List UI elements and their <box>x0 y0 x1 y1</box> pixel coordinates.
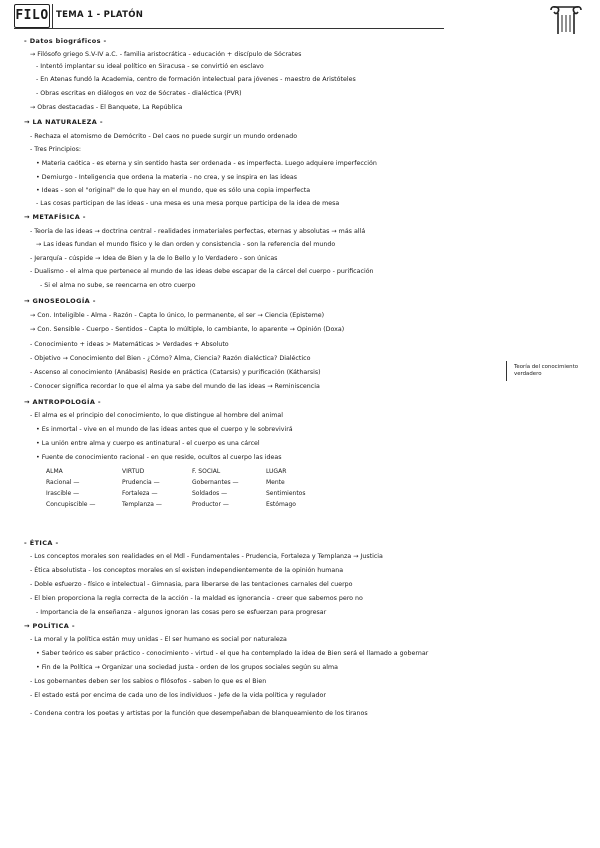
note-line: - Condena contra los poetas y artistas por la función que desempeñaban de blanqueamiento de los tiranos <box>30 710 368 717</box>
table-cell: Sentimientos <box>266 490 306 497</box>
note-line: - Importancia de la enseñanza - algunos ignoran las cosas pero se esfuerzan para progresar <box>36 609 327 616</box>
note-line: - Conocimiento + ideas > Matemáticas > Verdades + Absoluto <box>30 341 229 348</box>
header-divider <box>52 4 53 28</box>
table-cell: Prudencia — <box>122 479 160 486</box>
table-column-lugar <box>266 466 305 510</box>
section-heading: → ANTROPOLOGÍA - <box>24 398 102 406</box>
table-cell: Gobernantes — <box>192 479 239 486</box>
note-line: - Dualismo - el alma que pertenece al mundo de las ideas debe escapar de la cárcel del cuerpo - purificación <box>30 268 374 275</box>
subject-label: FILO <box>14 4 50 28</box>
note-line: - Teoría de las ideas → doctrina central - realidades inmateriales perfectas, eternas y absolutas → más allá <box>30 228 366 235</box>
page-title: TEMA 1 - PLATÓN <box>56 10 144 20</box>
table-header: LUGAR <box>266 468 287 475</box>
note-line: - Conocer significa recordar lo que el alma ya sabe del mundo de las ideas → Reminiscencia <box>30 383 320 390</box>
section-heading: → LA NATURALEZA - <box>24 118 103 126</box>
section-heading: - ÉTICA - <box>24 539 59 547</box>
note-line: → Con. Inteligible - Alma - Razón - Capta lo único, lo permanente, el ser → Ciencia (Episteme) <box>30 312 325 319</box>
table-column-alma <box>46 466 95 510</box>
note-line: - El bien proporciona la regla correcta de la acción - la maldad es ignorancia - creer que sabemos pero no <box>30 595 363 602</box>
table-column-funcion-social <box>192 466 239 510</box>
note-line: • Fin de la Política → Organizar una sociedad justa - orden de los grupos sociales según su alma <box>36 664 338 671</box>
table-cell: Fortaleza — <box>122 490 158 497</box>
table-cell: Productor — <box>192 501 229 508</box>
table-header: F. SOCIAL <box>192 468 221 475</box>
note-line: - En Atenas fundó la Academia, centro de formación intelectual para jóvenes - maestro de Aristóteles <box>36 76 356 83</box>
table-column-virtud <box>122 466 162 510</box>
header-rule <box>14 28 444 29</box>
note-line: → Obras destacadas - El Banquete, La República <box>30 104 183 111</box>
side-note: Teoría del conocimiento verdadero <box>514 364 579 377</box>
column-capital-icon <box>548 4 584 36</box>
bracket-mark <box>506 361 512 381</box>
table-header: ALMA <box>46 468 63 475</box>
note-line: • Ideas - son el "original" de lo que hay en el mundo, que es sólo una copia imperfecta <box>36 187 311 194</box>
note-line: - Tres Principios: <box>30 146 82 153</box>
table-header: VIRTUD <box>122 468 145 475</box>
note-line: • Materia caótica - es eterna y sin sentido hasta ser ordenada - es imperfecta. Luego adquiere imperfección <box>36 160 377 167</box>
note-line: • Fuente de conocimiento racional - en que reside, ocultos al cuerpo las ideas <box>36 454 282 461</box>
note-line: - Rechaza el atomismo de Demócrito - Del caos no puede surgir un mundo ordenado <box>30 133 298 140</box>
section-heading: → POLÍTICA - <box>24 622 75 630</box>
table-cell: Racional — <box>46 479 80 486</box>
note-line: - Ascenso al conocimiento (Anábasis) Reside en práctica (Catarsis) y purificación (Kátharsis) <box>30 369 321 376</box>
note-line: • Saber teórico es saber práctico - conocimiento - virtud - el que ha contemplado la idea de Bien será el llamado a gobernar <box>36 650 429 657</box>
note-line: • Es inmortal - vive en el mundo de las ideas antes que el cuerpo y le sobrevivirá <box>36 426 293 433</box>
note-line: - Obras escritas en diálogos en voz de Sócrates - dialéctica (PVR) <box>36 90 242 97</box>
table-cell: Templanza — <box>122 501 162 508</box>
section-heading: - Datos biográficos - <box>24 37 107 45</box>
note-line: - Doble esfuerzo - físico e intelectual - Gimnasia, para liberarse de las tentaciones carnales del cuerpo <box>30 581 353 588</box>
section-heading: → METAFÍSICA - <box>24 213 86 221</box>
note-line: - Jerarquía - cúspide → Idea de Bien y la de lo Bello y lo Verdadero - son únicas <box>30 255 278 262</box>
note-line: - El estado está por encima de cada uno de los individuos - Jefe de la vida política y regulador <box>30 692 326 699</box>
note-line: • La unión entre alma y cuerpo es antinatural - el cuerpo es una cárcel <box>36 440 260 447</box>
note-line: - La moral y la política están muy unidas - El ser humano es social por naturaleza <box>30 636 287 643</box>
note-line: • Demiurgo - Inteligencia que ordena la materia - no crea, y se inspira en las ideas <box>36 174 297 181</box>
note-line: → Filósofo griego S.V-IV a.C. - familia aristocrática - educación + discípulo de Sócrates <box>30 51 302 58</box>
note-line: - Ética absolutista - los conceptos morales en sí existen independientemente de la opinión humana <box>30 567 344 574</box>
table-cell: Soldados — <box>192 490 228 497</box>
note-line: - Los conceptos morales son realidades en el Mdl - Fundamentales - Prudencia, Fortaleza y Templanza → Justicia <box>30 553 383 560</box>
table-cell: Concupiscible — <box>46 501 96 508</box>
note-line: - Intentó implantar su ideal político en Siracusa - se convirtió en esclavo <box>36 63 264 70</box>
section-heading: → GNOSEOLOGÍA - <box>24 297 96 305</box>
table-cell: Estómago <box>266 501 296 508</box>
note-line: - El alma es el principio del conocimiento, lo que distingue al hombre del animal <box>30 412 284 419</box>
note-line: - Las cosas participan de las ideas - una mesa es una mesa porque participa de la idea de mesa <box>36 200 340 207</box>
note-line: - Si el alma no sube, se reencarna en otro cuerpo <box>40 282 196 289</box>
table-cell: Irascible — <box>46 490 80 497</box>
note-line: → Las ideas fundan el mundo físico y le dan orden y consistencia - son la referencia del mundo <box>36 241 336 248</box>
note-line: → Con. Sensible - Cuerpo - Sentidos - Capta lo múltiple, lo cambiante, lo aparente → Opinión (Doxa) <box>30 326 345 333</box>
note-line: - Objetivo → Conocimiento del Bien - ¿Cómo? Alma, Ciencia? Razón dialéctica? Dialéctico <box>30 355 311 362</box>
note-line: - Los gobernantes deben ser los sabios o filósofos - saben lo que es el Bien <box>30 678 267 685</box>
table-cell: Mente <box>266 479 285 486</box>
